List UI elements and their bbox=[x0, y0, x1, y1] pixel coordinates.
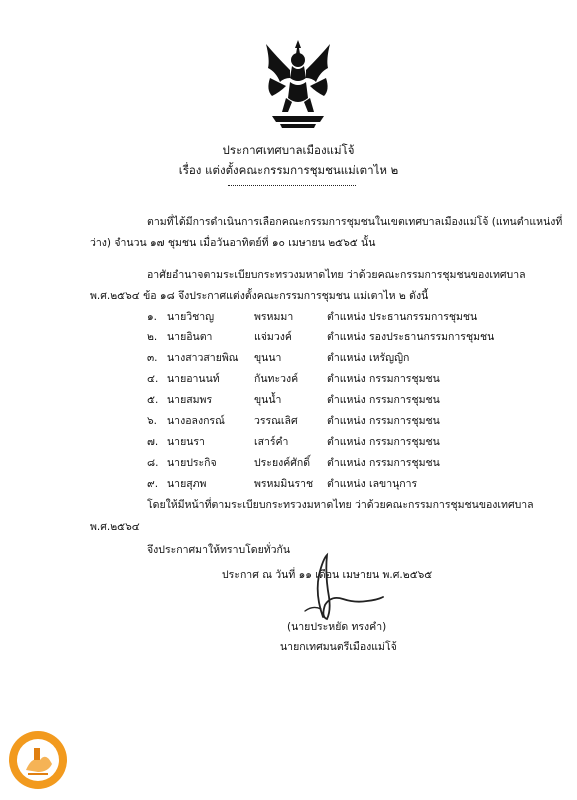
paragraph-3-line-2: พ.ศ.๒๕๖๔ bbox=[90, 521, 140, 533]
member-number: ๗. bbox=[147, 436, 159, 448]
list-item bbox=[147, 308, 547, 328]
member-first-name: นายอานนท์ bbox=[167, 373, 220, 385]
signature bbox=[285, 545, 405, 625]
member-last-name: กันทะวงค์ bbox=[254, 373, 299, 385]
member-number: ๔. bbox=[147, 373, 159, 385]
paragraph-4: จึงประกาศมาให้ทราบโดยทั่วกัน bbox=[147, 544, 291, 556]
member-last-name: พรหมมินราช bbox=[254, 478, 314, 490]
paragraph-2-line-2: พ.ศ.๒๕๖๔ ข้อ ๑๘ จึงประกาศแต่งตั้งคณะกรรมการชุมชน แม่เตาไห ๒ ดังนี้ bbox=[90, 290, 429, 302]
member-position: กรรมการชุมชน bbox=[369, 457, 440, 469]
member-first-name: นางสาวสายพิณ bbox=[167, 352, 239, 364]
member-position-label: ตำแหน่ง bbox=[327, 311, 366, 323]
announcement-date: ประกาศ ณ วันที่ ๑๑ เดือน เมษายน พ.ศ.๒๕๖๕ bbox=[222, 569, 433, 581]
member-number: ๕. bbox=[147, 394, 159, 406]
member-position: ประธานกรรมการชุมชน bbox=[369, 311, 478, 323]
announcement-subject: เรื่อง แต่งตั้งคณะกรรมการชุมชนแม่เตาไห ๒ bbox=[178, 163, 399, 177]
member-number: ๖. bbox=[147, 415, 158, 427]
member-position: กรรมการชุมชน bbox=[369, 415, 440, 427]
member-position-label: ตำแหน่ง bbox=[327, 436, 366, 448]
member-position: กรรมการชุมชน bbox=[369, 394, 440, 406]
list-item bbox=[147, 349, 547, 369]
member-position-label: ตำแหน่ง bbox=[327, 457, 366, 469]
member-position: เลขานุการ bbox=[369, 478, 418, 490]
list-item bbox=[147, 433, 547, 453]
member-last-name: ขุนน้ำ bbox=[254, 394, 282, 406]
member-position: รองประธานกรรมการชุมชน bbox=[369, 331, 495, 343]
paragraph-1-line-2: ว่าง) จำนวน ๑๗ ชุมชน เมื่อวันอาทิตย์ที่ ๑๐ เมษายน ๒๕๖๕ นั้น bbox=[90, 237, 376, 249]
paragraph-2-line-1: อาศัยอำนาจตามระเบียบกระทรวงมหาดไทย ว่าด้วยคณะกรรมการชุมชนของเทศบาล bbox=[147, 269, 526, 281]
member-position: กรรมการชุมชน bbox=[369, 436, 440, 448]
municipality-logo bbox=[8, 730, 68, 790]
member-last-name: ขุนนา bbox=[254, 352, 282, 364]
member-last-name: แจ่มวงค์ bbox=[254, 331, 292, 343]
announcement-title: ประกาศเทศบาลเมืองแม่โจ้ bbox=[222, 143, 355, 157]
member-first-name: นายนรา bbox=[167, 436, 205, 448]
signatory-name: (นายประหยัด ทรงคำ) bbox=[287, 621, 387, 633]
member-number: ๘. bbox=[147, 457, 159, 469]
member-first-name: นายวิชาญ bbox=[167, 311, 215, 323]
paragraph-1-line-1: ตามที่ได้มีการดำเนินการเลือกคณะกรรมการชุมชนในเขตเทศบาลเมืองแม่โจ้ (แทนตำแหน่งที่ bbox=[147, 216, 563, 228]
member-position-label: ตำแหน่ง bbox=[327, 394, 366, 406]
member-last-name: เสาร์คำ bbox=[254, 436, 289, 448]
member-number: ๓. bbox=[147, 352, 158, 364]
member-first-name: นายสมพร bbox=[167, 394, 213, 406]
member-position-label: ตำแหน่ง bbox=[327, 352, 366, 364]
member-position: เหรัญญิก bbox=[369, 352, 410, 364]
member-number: ๙. bbox=[147, 478, 159, 490]
garuda-emblem bbox=[262, 38, 334, 130]
member-position-label: ตำแหน่ง bbox=[327, 415, 366, 427]
member-first-name: นายสุภพ bbox=[167, 478, 207, 490]
member-first-name: นายประกิจ bbox=[167, 457, 217, 469]
list-item bbox=[147, 412, 547, 432]
member-first-name: นางอลงกรณ์ bbox=[167, 415, 225, 427]
list-item bbox=[147, 370, 547, 390]
list-item bbox=[147, 475, 547, 495]
list-item bbox=[147, 454, 547, 474]
member-position-label: ตำแหน่ง bbox=[327, 373, 366, 385]
list-item bbox=[147, 391, 547, 411]
title-divider bbox=[228, 185, 356, 186]
member-position: กรรมการชุมชน bbox=[369, 373, 440, 385]
signatory-title: นายกเทศมนตรีเมืองแม่โจ้ bbox=[280, 641, 397, 653]
list-item bbox=[147, 328, 547, 348]
member-position-label: ตำแหน่ง bbox=[327, 331, 366, 343]
member-last-name: ประยงค์ศักดิ์ bbox=[254, 457, 311, 469]
member-last-name: พรหมมา bbox=[254, 311, 294, 323]
member-last-name: วรรณเลิศ bbox=[254, 415, 298, 427]
paragraph-3-line-1: โดยให้มีหน้าที่ตามระเบียบกระทรวงมหาดไทย ว่าด้วยคณะกรรมการชุมชนของเทศบาล bbox=[147, 499, 534, 511]
member-position-label: ตำแหน่ง bbox=[327, 478, 366, 490]
member-number: ๒. bbox=[147, 331, 158, 343]
member-number: ๑. bbox=[147, 311, 158, 323]
member-first-name: นายอินตา bbox=[167, 331, 213, 343]
